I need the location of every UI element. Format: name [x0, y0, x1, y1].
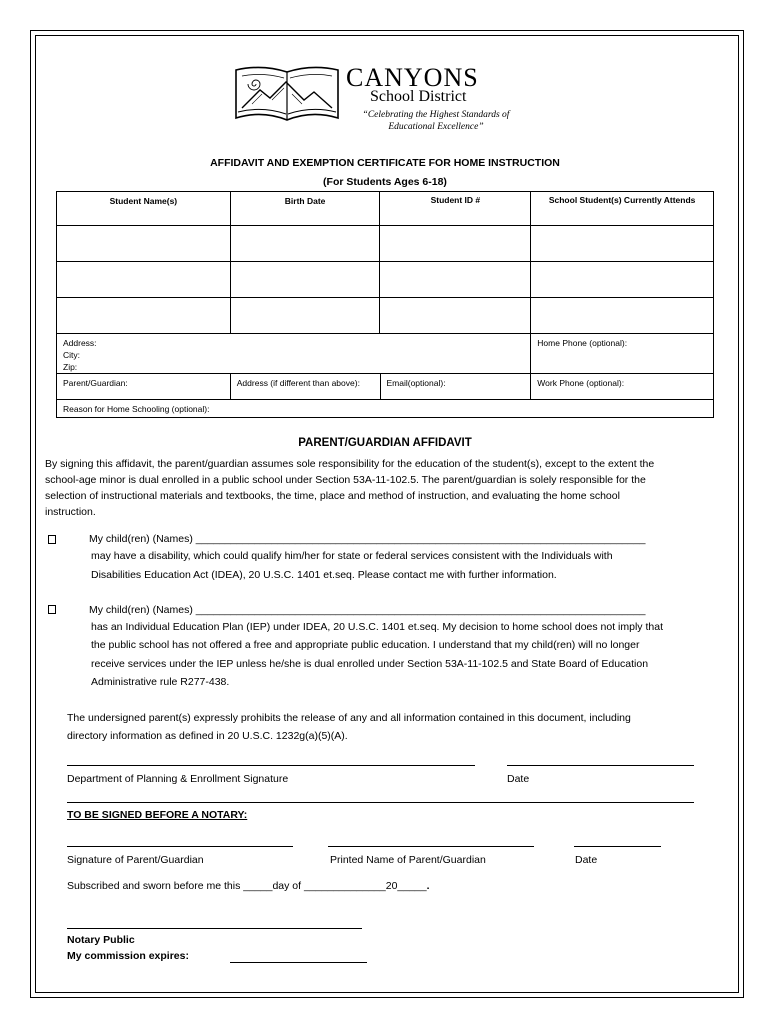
- dept-date-line[interactable]: [507, 765, 694, 766]
- subscribed-text: Subscribed and sworn before me this _____day of ______________20_____: [67, 880, 427, 892]
- section-divider: [67, 802, 694, 803]
- form-title: AFFIDAVIT AND EXEMPTION CERTIFICATE FOR HOME INSTRUCTION: [210, 157, 560, 169]
- iep-checkbox[interactable]: [48, 605, 56, 614]
- student-id-cell[interactable]: [380, 226, 531, 262]
- release-line: The undersigned parent(s) expressly prohibits the release of any and all information contained in this document, including: [67, 712, 631, 724]
- dept-signature-label: Department of Planning & Enrollment Signature: [67, 773, 289, 785]
- intro-line: instruction.: [45, 506, 96, 518]
- zip-label: Zip:: [63, 362, 78, 372]
- printed-name-line[interactable]: [328, 846, 534, 847]
- option1-line: may have a disability, which could qualify him/her for state or federal services consistent with the Individuals with: [91, 550, 613, 562]
- email-field[interactable]: [380, 374, 531, 400]
- student-row[interactable]: [57, 226, 714, 262]
- home-phone-field[interactable]: [531, 334, 714, 374]
- form-subtitle: (For Students Ages 6-18): [323, 176, 447, 188]
- col-student-id: Student ID #: [380, 192, 531, 226]
- student-table-header: [57, 192, 714, 226]
- option1-line: My child(ren) (Names) _____________________________________________________________________________: [89, 533, 646, 545]
- commission-expires-line[interactable]: [230, 962, 367, 963]
- option2-line: the public school has not offered a free and appropriate public education. I understand that my child(ren) will no longer: [91, 639, 640, 651]
- contact-table: [56, 333, 714, 418]
- subscribed-sworn-text: [67, 878, 430, 894]
- student-table: [56, 191, 714, 334]
- email-label: Email(optional):: [386, 378, 446, 388]
- work-phone-field[interactable]: [531, 374, 714, 400]
- school-cell[interactable]: [531, 262, 714, 298]
- notary-public-label: Notary Public: [67, 934, 135, 946]
- parent-guardian-label: Parent/Guardian:: [63, 378, 128, 388]
- student-name-cell[interactable]: [57, 298, 231, 334]
- school-cell[interactable]: [531, 298, 714, 334]
- notary-signature-line[interactable]: [67, 928, 362, 929]
- intro-line: school-age minor is dual enrolled in a public school under Section 53A-11-102.5. The parent/guardian is solely responsible for the: [45, 474, 646, 486]
- student-row[interactable]: [57, 262, 714, 298]
- subscribed-period: .: [426, 880, 430, 892]
- option2-line: My child(ren) (Names) _____________________________________________________________________________: [89, 604, 646, 616]
- city-label: City:: [63, 350, 80, 360]
- student-id-cell[interactable]: [380, 262, 531, 298]
- work-phone-label: Work Phone (optional):: [537, 378, 625, 388]
- home-phone-label: Home Phone (optional):: [537, 338, 628, 348]
- student-name-cell[interactable]: [57, 262, 231, 298]
- option2-line: has an Individual Education Plan (IEP) under IDEA, 20 U.S.C. 1401 et.seq. My decision to home school does not imply that: [91, 621, 663, 633]
- address-field[interactable]: [57, 334, 531, 374]
- intro-line: By signing this affidavit, the parent/guardian assumes sole responsibility for the education of the student(s), except to the extent the: [45, 458, 655, 470]
- option2-line: Administrative rule R277-438.: [91, 676, 230, 688]
- birth-date-cell[interactable]: [230, 298, 380, 334]
- option1-line: Disabilities Education Act (IDEA), 20 U.S.C. 1401 et.seq. Please contact me with further information.: [91, 569, 557, 581]
- notary-heading: TO BE SIGNED BEFORE A NOTARY:: [67, 809, 248, 821]
- col-birth-date: Birth Date: [230, 192, 380, 226]
- birth-date-cell[interactable]: [230, 262, 380, 298]
- district-logo-book-icon: [232, 64, 342, 126]
- address-label: Address:: [63, 338, 97, 348]
- district-name: CANYONS: [346, 63, 479, 92]
- student-name-cell[interactable]: [57, 226, 231, 262]
- reason-label: Reason for Home Schooling (optional):: [63, 404, 210, 414]
- parent-signature-label: Signature of Parent/Guardian: [67, 854, 204, 866]
- intro-line: selection of instructional materials and textbooks, the time, place and method of instruction, and evaluating the home school: [45, 490, 620, 502]
- parent-date-line[interactable]: [574, 846, 661, 847]
- district-subname: School District: [370, 88, 467, 105]
- parent-signature-line[interactable]: [67, 846, 293, 847]
- printed-name-label: Printed Name of Parent/Guardian: [330, 854, 486, 866]
- alt-address-field[interactable]: [230, 374, 380, 400]
- affidavit-heading: PARENT/GUARDIAN AFFIDAVIT: [298, 437, 472, 449]
- col-school-attends: School Student(s) Currently Attends: [531, 192, 714, 226]
- option2-line: receive services under the IEP unless he/she is dual enrolled under Section 53A-11-102.5 and State Board of Education: [91, 658, 649, 670]
- commission-expires-label: My commission expires:: [67, 950, 189, 962]
- disability-checkbox[interactable]: [48, 535, 56, 544]
- dept-signature-line[interactable]: [67, 765, 475, 766]
- student-id-cell[interactable]: [380, 298, 531, 334]
- col-student-names: Student Name(s): [57, 192, 231, 226]
- parent-date-label: Date: [575, 854, 598, 866]
- dept-date-label: Date: [507, 773, 530, 785]
- alt-address-label: Address (if different than above):: [236, 378, 360, 388]
- school-cell[interactable]: [531, 226, 714, 262]
- district-tagline: “Celebrating the Highest Standards of Educational Excellence”: [362, 110, 510, 132]
- student-row[interactable]: [57, 298, 714, 334]
- parent-guardian-field[interactable]: [57, 374, 231, 400]
- reason-field[interactable]: [57, 400, 714, 418]
- birth-date-cell[interactable]: [230, 226, 380, 262]
- release-line: directory information as defined in 20 U.S.C. 1232g(a)(5)(A).: [67, 730, 348, 742]
